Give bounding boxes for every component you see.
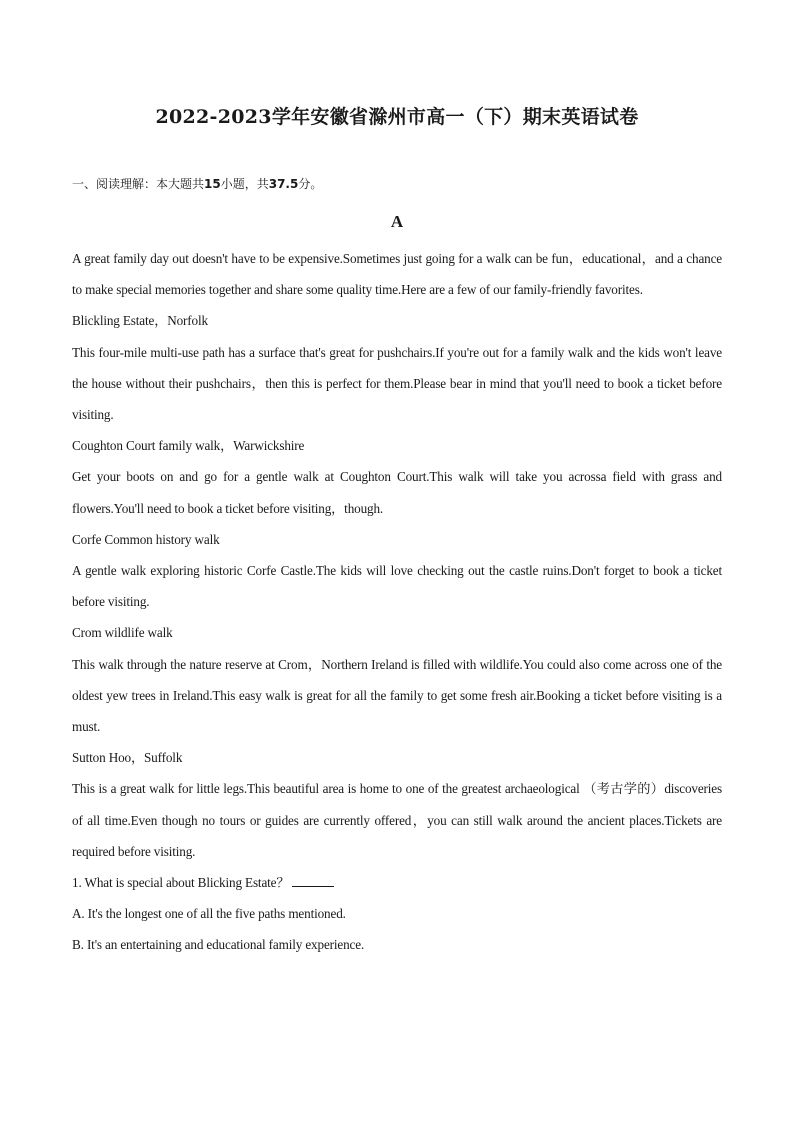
section-heading (72, 175, 322, 193)
walk-heading-crom: Crom wildlife walk (72, 625, 173, 641)
walk-heading-sutton-hoo: Sutton Hoo，Suffolk (72, 750, 183, 766)
walk-heading-blickling: Blickling Estate，Norfolk (72, 313, 208, 329)
section-score: 37.5 (268, 177, 299, 191)
section-heading-suffix: 分。 (298, 177, 323, 191)
walk-description-coughton: Get your boots on and go for a gentle walk at Coughton Court.This walk will take you acrossa field with grass and flowers.You'll need to book a ticket before visiting，though. (72, 469, 722, 516)
walk-heading-corfe: Corfe Common history walk (72, 531, 220, 547)
question-number: 1. (72, 875, 82, 891)
section-heading-middle: 小题，共 (220, 177, 269, 191)
walk-description-crom: This walk through the nature reserve at Crom，Northern Ireland is filled with wildlife.You could also come across one of the oldest yew trees in Ireland.This easy walk is great for all the family to get some fresh air.Booking a ticket before visiting is a must. (72, 656, 722, 735)
walk-heading-coughton: Coughton Court family walk，Warwickshire (72, 438, 305, 454)
question-text: What is special about Blicking Estate？ (84, 875, 290, 891)
section-heading-prefix: 一、阅读理解：本大题共 (72, 177, 205, 191)
option-a: A. It's the longest one of all the five paths mentioned. (72, 906, 346, 922)
exam-title: 2022-2023学年安徽省滁州市高一（下）期末英语试卷 (155, 106, 639, 128)
walk-description-corfe: A gentle walk exploring historic Corfe Castle.The kids will love checking out the castle ruins.Don't forget to book a ticket before visiting. (72, 563, 722, 610)
walk-description-blickling: This four-mile multi-use path has a surface that's great for pushchairs.If you're out for a family walk and the kids won't leave the house without their pushchairs，then this is perfect for them.Please bear in mind that you'll need to book a ticket before visiting. (72, 344, 722, 423)
passage-letter: A (390, 212, 404, 231)
question-count: 15 (204, 177, 221, 191)
walk-description-sutton-hoo: This is a great walk for little legs.This beautiful area is home to one of the greatest archaeological （考古学的）discoveries of all time.Even though no tours or guides are currently offered，you can still walk around the ancient places.Tickets are required before visiting. (72, 781, 722, 859)
option-b: B. It's an entertaining and educational family experience. (72, 937, 365, 953)
intro-paragraph: A great family day out doesn't have to be expensive.Sometimes just going for a walk can be fun，educational，and a chance to make special memories together and share some quality time.Here are a few of our family-friendly favorites. (72, 251, 722, 298)
question-1 (72, 867, 722, 898)
answer-blank (292, 874, 334, 887)
passage-body (72, 243, 722, 961)
